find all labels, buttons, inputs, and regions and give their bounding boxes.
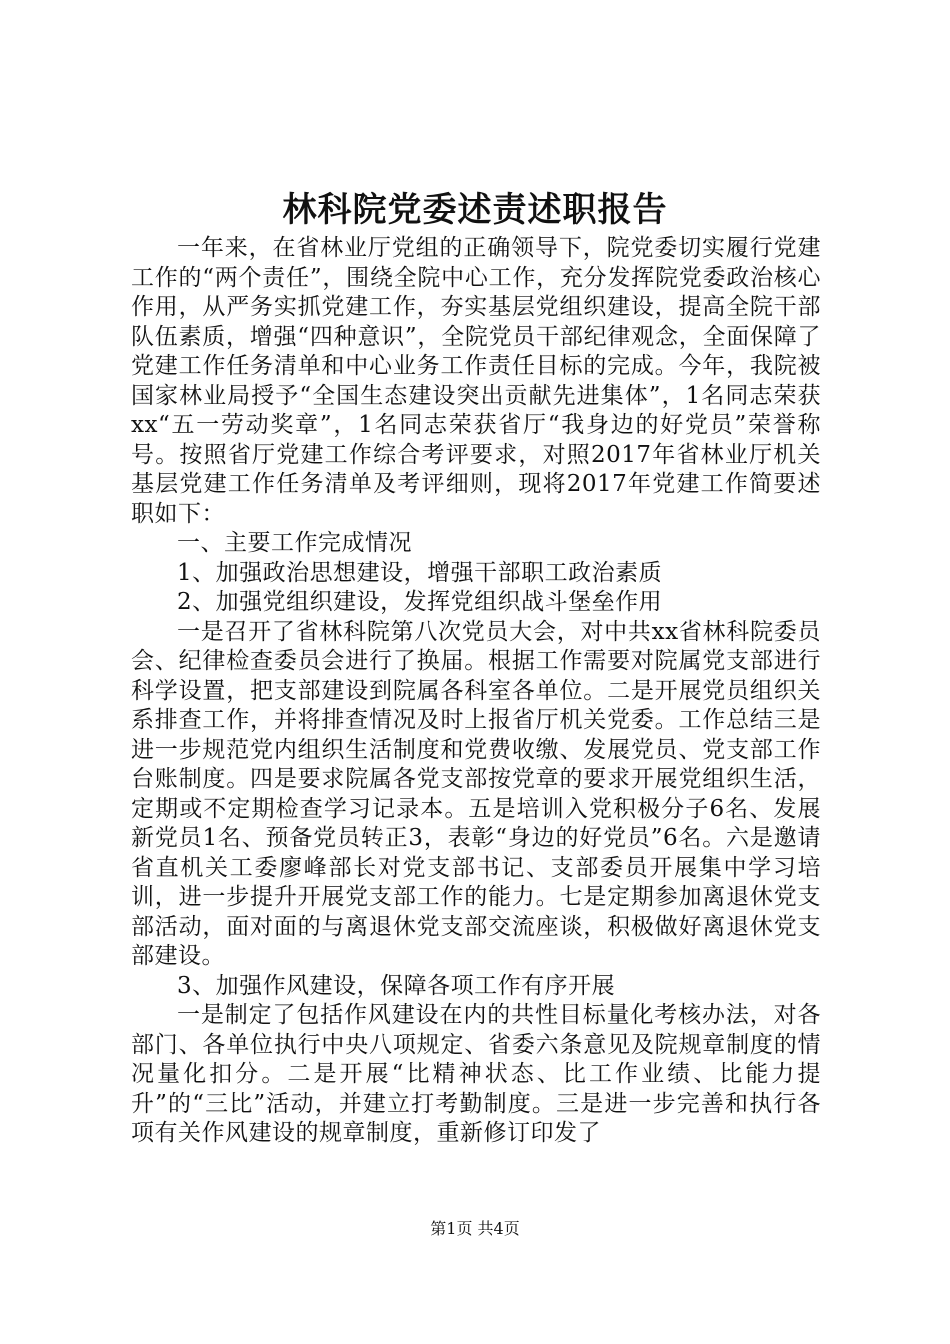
paragraph-intro: 一年来，在省林业厅党组的正确领导下，院党委切实履行党建工作的“两个责任”，围绕全院中心工作，充分发挥院党委政治核心作用，从严务实抓党建工作，夯实基层党组织建设，提高全院干部队伍素质，增强“四种意识”，全院党员干部纪律观念，全面保障了党建工作任务清单和中心业务工作责任目标的完成。今年，我院被国家林业局授予“全国生态建设突出贡献先进集体”，1名同志荣获xx“五一劳动奖章”，1名同志荣获省厅“我身边的好党员”荣誉称号。按照省厅党建工作综合考评要求，对照2017年省林业厅机关基层党建工作任务清单及考评细则，现将2017年党建工作简要述职如下： [131, 235, 821, 527]
document-title: 林科院党委述责述职报告 [282, 190, 668, 230]
subheading-work-style: 3、加强作风建设，保障各项工作有序开展 [177, 972, 616, 999]
paragraph-work-style: 一是制定了包括作风建设在内的共性目标量化考核办法，对各部门、各单位执行中央八项规定、省委六条意见及院规章制度的情况量化扣分。二是开展“比精神状态、比工作业绩、比能力提升”的“三比”活动，并建立打考勤制度。三是进一步完善和执行各项有关作风建设的规章制度，重新修订印发了 [131, 1002, 821, 1146]
subheading-party-organization: 2、加强党组织建设，发挥党组织战斗堡垒作用 [177, 589, 663, 615]
document-body [131, 234, 821, 1149]
paragraph-party-organization: 一是召开了省林科院第八次党员大会，对中共xx省林科院委员会、纪律检查委员会进行了换届。根据工作需要对院属党支部进行科学设置，把支部建设到院属各科室各单位。二是开展党员组织关系排查工作，并将排查情况及时上报省厅机关党委。工作总结三是进一步规范党内组织生活制度和党费收缴、发展党员、党支部工作台账制度。四是要求院属各党支部按党章的要求开展党组织生活，定期或不定期检查学习记录本。五是培训入党积极分子6名、发展新党员1名、预备党员转正3，表彰“身边的好党员”6名。六是邀请省直机关工委廖峰部长对党支部书记、支部委员开展集中学习培训，进一步提升开展党支部工作的能力。七是定期参加离退休党支部活动，面对面的与离退休党支部交流座谈，积极做好离退休党支部建设。 [131, 618, 821, 969]
section-heading-main-work: 一、主要工作完成情况 [177, 530, 412, 556]
page-footer: 第1页 共4页 [430, 1219, 520, 1238]
subheading-political-thought: 1、加强政治思想建设，增强干部职工政治素质 [177, 559, 663, 586]
